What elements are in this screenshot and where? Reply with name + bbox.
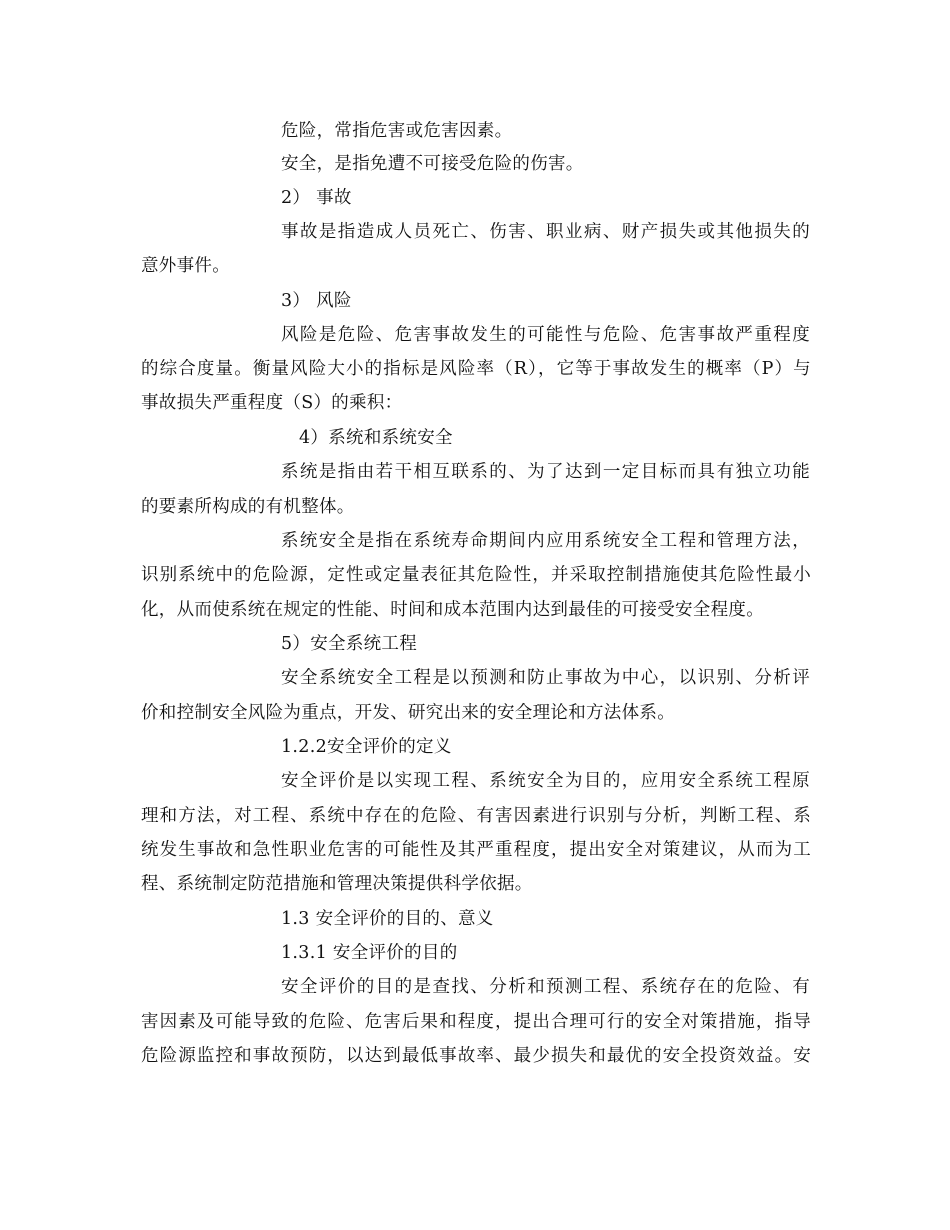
text-line: 意外事件。	[141, 256, 230, 276]
text-line: 化，从而使系统在规定的性能、时间和成本范围内达到最佳的可接受安全程度。	[141, 600, 764, 620]
text-line: 安全评价是以实现工程、系统安全为目的，应用安全系统工程原	[281, 771, 810, 791]
text-line: 事故是指造成人员死亡、伤害、职业病、财产损失或其他损失的	[281, 222, 810, 242]
section-heading: 4）系统和系统安全	[299, 428, 453, 448]
text-line: 安全系统安全工程是以预测和防止事故为中心，以识别、分析评	[281, 668, 810, 688]
section-heading: 3） 风险	[281, 291, 352, 311]
section-heading: 1.2.2安全评价的定义	[281, 737, 452, 757]
text-line: 危险，常指危害或危害因素。	[281, 121, 513, 141]
text-line: 事故损失严重程度（S）的乘积：	[141, 393, 403, 413]
text-line: 识别系统中的危险源，定性或定量表征其危险性，并采取控制措施使其危险性最小	[141, 565, 811, 585]
text-line: 的综合度量。衡量风险大小的指标是风险率（R），它等于事故发生的概率（P）与	[141, 359, 811, 379]
text-line: 系统安全是指在系统寿命期间内应用系统安全工程和管理方法，	[281, 531, 810, 551]
text-line: 害因素及可能导致的危险、危害后果和程度，提出合理可行的安全对策措施，指导	[141, 1012, 811, 1032]
text-line: 程、系统制定防范措施和管理决策提供科学依据。	[141, 874, 533, 894]
text-line: 价和控制安全风险为重点，开发、研究出来的安全理论和方法体系。	[141, 703, 675, 723]
text-line: 危险源监控和事故预防，以达到最低事故率、最少损失和最优的安全投资效益。安	[141, 1046, 811, 1066]
section-heading: 2） 事故	[281, 188, 352, 208]
section-heading: 1.3 安全评价的目的、意义	[281, 909, 494, 929]
text-line: 统发生事故和急性职业危害的可能性及其严重程度，提出安全对策建议，从而为工	[141, 840, 811, 860]
section-heading: 1.3.1 安全评价的目的	[281, 943, 458, 963]
text-line: 风险是危险、危害事故发生的可能性与危险、危害事故严重程度	[281, 325, 810, 345]
text-line: 安全，是指免遭不可接受危险的伤害。	[281, 154, 584, 174]
text-line: 安全评价的目的是查找、分析和预测工程、系统存在的危险、有	[281, 977, 810, 997]
text-line: 系统是指由若干相互联系的、为了达到一定目标而具有独立功能	[281, 462, 810, 482]
text-line: 理和方法，对工程、系统中存在的危险、有害因素进行识别与分析，判断工程、系	[141, 806, 811, 826]
text-line: 的要素所构成的有机整体。	[141, 497, 355, 517]
section-heading: 5）安全系统工程	[281, 634, 418, 654]
